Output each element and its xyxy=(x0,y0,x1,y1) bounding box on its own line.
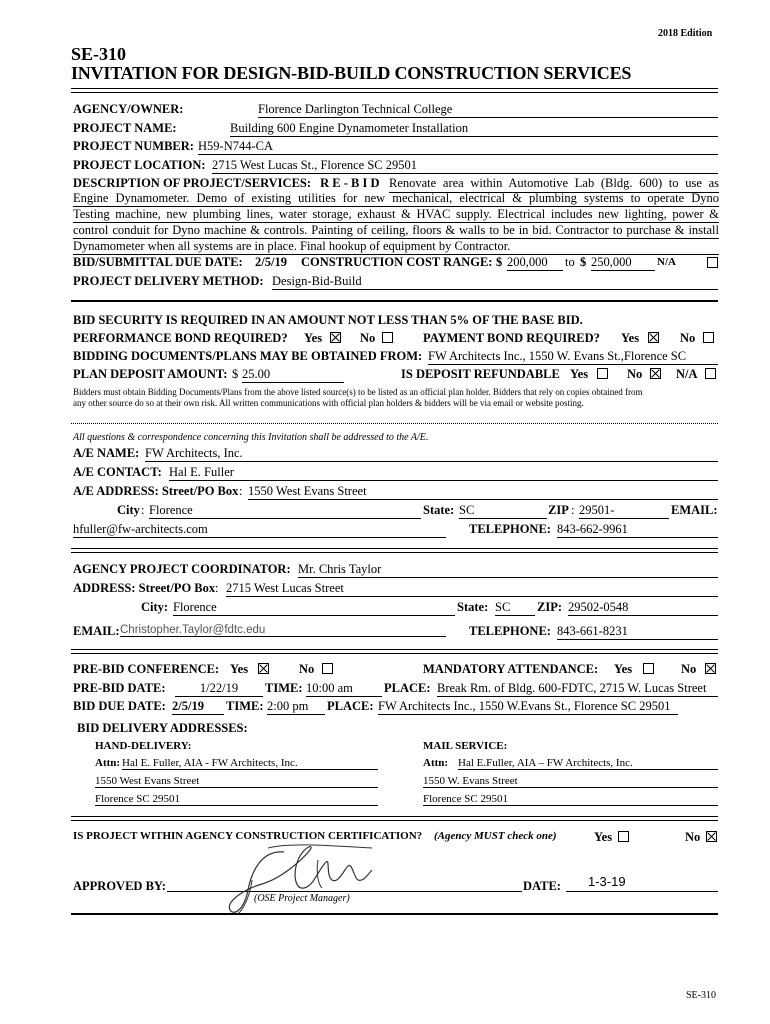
ae-city-colon: : xyxy=(141,503,145,517)
agency-label: AGENCY/OWNER: xyxy=(73,102,184,116)
prebid-label: PRE-BID CONFERENCE: xyxy=(73,662,220,676)
approval-date-label: DATE: xyxy=(523,879,561,893)
ae-email-value[interactable]: hfuller@fw-architects.com xyxy=(73,522,446,538)
hand-address-line-3[interactable]: Florence SC 29501 xyxy=(95,793,378,806)
project-description[interactable] xyxy=(73,176,719,255)
certification-note: (Agency MUST check one) xyxy=(434,830,557,842)
coordinator-email-label: EMAIL: xyxy=(73,624,120,638)
certification-label: IS PROJECT WITHIN AGENCY CONSTRUCTION CERTIFICATION? xyxy=(73,830,423,842)
cost-low-value[interactable]: 200,000 xyxy=(507,255,563,271)
ae-address-value[interactable]: 1550 West Evans Street xyxy=(248,484,718,500)
coordinator-name-value[interactable]: Mr. Chris Taylor xyxy=(298,562,718,578)
agency-value[interactable]: Florence Darlington Technical College xyxy=(258,102,718,118)
ae-zip-colon: : xyxy=(571,503,575,517)
footer-form-code: SE-310 xyxy=(686,990,716,1001)
prebid-no-label: No xyxy=(299,662,315,676)
prebid-yes-checkbox[interactable] xyxy=(258,663,269,674)
coordinator-phone-value[interactable]: 843-661-8231 xyxy=(557,624,718,640)
prebid-yes-label: Yes xyxy=(230,662,249,676)
coordinator-label: AGENCY PROJECT COORDINATOR: xyxy=(73,562,291,576)
refundable-yes-checkbox[interactable] xyxy=(597,368,608,379)
bidders-note-line-2: any other source do so at their own risk. All written communications with official plan holders & bidders will be via email or website posting. xyxy=(73,398,584,408)
ae-contact-value[interactable]: Hal E. Fuller xyxy=(169,465,718,481)
coordinator-phone-label: TELEPHONE: xyxy=(469,624,551,638)
ae-email-label: EMAIL: xyxy=(671,503,718,517)
approval-date-value[interactable]: 1-3-19 xyxy=(588,874,626,889)
plan-deposit-currency: $ xyxy=(232,367,239,381)
bid-due-date-value[interactable]: 2/5/19 xyxy=(172,699,224,715)
prebid-place-value[interactable]: Break Rm. of Bldg. 600-FDTC, 2715 W. Lucas Street xyxy=(437,681,718,697)
mandatory-no-checkbox[interactable] xyxy=(705,663,716,674)
prebid-no-checkbox[interactable] xyxy=(322,663,333,674)
coordinator-address-label: ADDRESS: Street/PO Box xyxy=(73,581,216,595)
cost-currency-1: $ xyxy=(496,255,503,269)
ae-contact-label: A/E CONTACT: xyxy=(73,465,162,479)
ae-state-value[interactable]: SC xyxy=(459,503,547,519)
coordinator-zip-value[interactable]: 29502-0548 xyxy=(568,600,718,616)
approved-by-label: APPROVED BY: xyxy=(73,879,166,893)
bid-due-value: 2/5/19 xyxy=(255,255,287,269)
approval-date-line xyxy=(566,891,718,892)
mail-service-label: MAIL SERVICE: xyxy=(423,740,508,752)
bid-due-place-label: PLACE: xyxy=(327,699,374,713)
form-title: INVITATION FOR DESIGN-BID-BUILD CONSTRUCTION SERVICES xyxy=(71,63,632,83)
bid-due-label: BID/SUBMITTAL DUE DATE: xyxy=(73,255,243,269)
bid-due-date-label: BID DUE DATE: xyxy=(73,699,166,713)
coordinator-address-colon: : xyxy=(215,581,219,595)
plan-deposit-label: PLAN DEPOSIT AMOUNT: xyxy=(73,367,228,381)
coordinator-zip-label: ZIP: xyxy=(537,600,562,614)
bid-due-time-label: TIME: xyxy=(226,699,264,713)
ae-name-label: A/E NAME: xyxy=(73,446,140,460)
certification-yes-checkbox[interactable] xyxy=(618,831,629,842)
refundable-na-checkbox[interactable] xyxy=(705,368,716,379)
section-rule-5 xyxy=(71,816,718,821)
questions-note: All questions & correspondence concerning this Invitation shall be addressed to the A/E. xyxy=(73,432,429,443)
prebid-date-value[interactable]: 1/22/19 xyxy=(175,681,263,697)
payment-yes-label: Yes xyxy=(621,331,640,345)
ae-address-colon: : xyxy=(239,484,243,498)
performance-no-label: No xyxy=(360,331,376,345)
mail-attn-value[interactable]: Hal E.Fuller, AIA – FW Architects, Inc. xyxy=(458,757,718,770)
project-name-label: PROJECT NAME: xyxy=(73,121,177,135)
mail-address-line-2[interactable]: 1550 W. Evans Street xyxy=(423,775,718,788)
ae-zip-label: ZIP xyxy=(548,503,569,517)
certification-no-label: No xyxy=(685,830,701,844)
delivery-title: BID DELIVERY ADDRESSES: xyxy=(77,721,248,735)
coordinator-city-value[interactable]: Florence xyxy=(173,600,455,616)
section-rule-4 xyxy=(71,649,718,654)
bidding-docs-label: BIDDING DOCUMENTS/PLANS MAY BE OBTAINED FROM: xyxy=(73,349,423,363)
refundable-na-label: N/A xyxy=(676,367,698,381)
mandatory-no-label: No xyxy=(681,662,697,676)
certification-yes-label: Yes xyxy=(594,830,613,844)
bid-security-statement: BID SECURITY IS REQUIRED IN AN AMOUNT NOT LESS THAN 5% OF THE BASE BID. xyxy=(73,313,583,327)
cost-na-checkbox[interactable] xyxy=(707,257,718,268)
refundable-yes-label: Yes xyxy=(570,367,589,381)
ae-phone-label: TELEPHONE: xyxy=(469,522,551,536)
hand-delivery-label: HAND-DELIVERY: xyxy=(95,740,192,752)
form-code: SE-310 xyxy=(71,44,127,64)
mandatory-yes-label: Yes xyxy=(614,662,633,676)
ae-zip-value[interactable]: 29501- xyxy=(579,503,669,519)
project-name-value[interactable]: Building 600 Engine Dynamometer Installation xyxy=(230,121,718,137)
payment-bond-label: PAYMENT BOND REQUIRED? xyxy=(423,331,600,345)
section-rule-2 xyxy=(71,423,718,424)
hand-address-line-2[interactable]: 1550 West Evans Street xyxy=(95,775,378,788)
coordinator-email-value[interactable]: Christopher.Taylor@fdtc.edu xyxy=(120,624,446,637)
cost-range-label: CONSTRUCTION COST RANGE: xyxy=(301,255,493,269)
payment-no-checkbox[interactable] xyxy=(703,332,714,343)
performance-no-checkbox[interactable] xyxy=(382,332,393,343)
bidding-docs-value[interactable]: FW Architects Inc., 1550 W. Evans St.,Florence SC xyxy=(428,349,718,365)
ae-city-label: City xyxy=(117,503,140,517)
cost-high-value[interactable]: 250,000 xyxy=(591,255,655,271)
plan-deposit-value[interactable]: 25.00 xyxy=(242,367,344,383)
ae-state-label: State: xyxy=(423,503,455,517)
payment-yes-checkbox[interactable] xyxy=(648,332,659,343)
prebid-time-label: TIME: xyxy=(265,681,303,695)
section-rule-1 xyxy=(71,300,718,302)
cost-to-label: to xyxy=(565,255,575,269)
ae-city-value[interactable]: Florence xyxy=(149,503,421,519)
performance-yes-checkbox[interactable] xyxy=(330,332,341,343)
coordinator-state-label: State: xyxy=(457,600,489,614)
refundable-no-label: No xyxy=(627,367,643,381)
cost-currency-2: $ xyxy=(580,255,587,269)
edition-label: 2018 Edition xyxy=(658,28,713,39)
payment-no-label: No xyxy=(680,331,696,345)
header-rule xyxy=(71,88,718,93)
ae-name-value[interactable]: FW Architects, Inc. xyxy=(145,446,718,462)
section-rule-3 xyxy=(71,548,718,553)
bid-due-time-value[interactable]: 2:00 pm xyxy=(267,699,325,715)
prebid-date-label: PRE-BID DATE: xyxy=(73,681,166,695)
mail-address-line-3[interactable]: Florence SC 29501 xyxy=(423,793,718,806)
rebid-label: R E - B I D xyxy=(320,176,380,190)
performance-yes-label: Yes xyxy=(304,331,323,345)
certification-no-checkbox[interactable] xyxy=(706,831,717,842)
project-number-label: PROJECT NUMBER: xyxy=(73,139,194,153)
description-line-4: control conduit for Dyno machine & controls. Painting of ceiling, floors & walls to be in bid. Contractor to purchase & install xyxy=(73,223,719,237)
description-line-2: Engine Dynamometer. Demo of existing utilities for new mechanical, electrical & plumbing systems to operate Dyno xyxy=(73,191,719,205)
prebid-time-value[interactable]: 10:00 am xyxy=(306,681,382,697)
hand-attn-label: Attn: xyxy=(95,757,121,769)
ae-address-label: A/E ADDRESS: Street/PO Box xyxy=(73,484,239,498)
signer-caption: (OSE Project Manager) xyxy=(254,893,350,904)
description-line-3: Testing machine, new plumbing lines, water storage, exhaust & HVAC supply. Electrical includes new lighting, power & xyxy=(73,207,719,221)
signature-image xyxy=(222,840,382,920)
coordinator-state-value[interactable]: SC xyxy=(495,600,535,616)
performance-bond-label: PERFORMANCE BOND REQUIRED? xyxy=(73,331,288,345)
project-location-label: PROJECT LOCATION: xyxy=(73,158,206,172)
mail-attn-label: Attn: xyxy=(423,757,449,769)
bidders-note-line-1: Bidders must obtain Bidding Documents/Plans from the above listed source(s) to be listed as an official plan holder. Bidders that rely on copies obtained from xyxy=(73,387,643,397)
mandatory-yes-checkbox[interactable] xyxy=(643,663,654,674)
coordinator-city-label: City: xyxy=(141,600,169,614)
cost-na-label: N/A xyxy=(657,256,676,268)
delivery-method-label: PROJECT DELIVERY METHOD: xyxy=(73,274,264,288)
coordinator-address-value[interactable]: 2715 West Lucas Street xyxy=(226,581,718,597)
section-rule-6 xyxy=(71,913,718,915)
description-label: DESCRIPTION OF PROJECT/SERVICES: xyxy=(73,176,312,190)
description-line-5: Dynamometer when all systems are in place. Final hookup of equipment by Contractor. xyxy=(73,239,719,255)
ae-phone-value[interactable]: 843-662-9961 xyxy=(557,522,718,538)
mandatory-label: MANDATORY ATTENDANCE: xyxy=(423,662,599,676)
delivery-method-value[interactable]: Design-Bid-Build xyxy=(272,274,718,290)
refundable-no-checkbox[interactable] xyxy=(650,368,661,379)
description-line-1: Renovate area within Automotive Lab (Bldg. 600) to use as xyxy=(389,176,719,193)
project-location-value[interactable]: 2715 West Lucas St., Florence SC 29501 xyxy=(212,158,718,174)
prebid-place-label: PLACE: xyxy=(384,681,431,695)
bid-due-place-value[interactable]: FW Architects Inc., 1550 W.Evans St., Florence SC 29501 xyxy=(378,699,678,715)
hand-attn-value[interactable]: Hal E. Fuller, AIA - FW Architects, Inc. xyxy=(122,757,378,770)
project-number-value[interactable]: H59-N744-CA xyxy=(198,139,718,155)
deposit-refundable-label: IS DEPOSIT REFUNDABLE xyxy=(401,367,560,381)
